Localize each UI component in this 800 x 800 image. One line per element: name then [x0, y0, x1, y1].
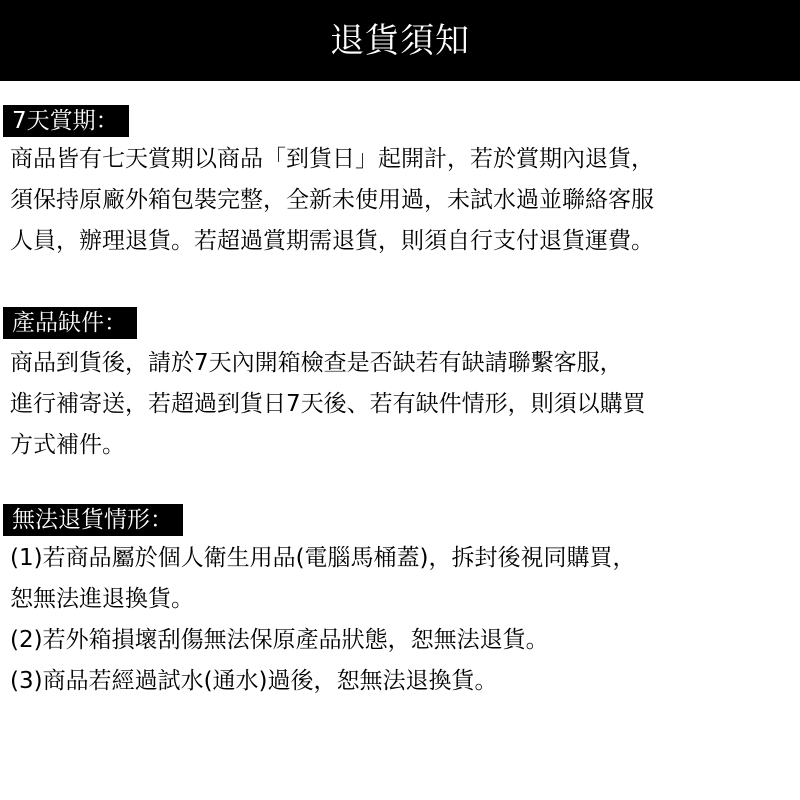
notice-header [0, 0, 800, 81]
section-non-returnable [0, 504, 800, 702]
text-line: 須保持原廠外箱包裝完整，全新未使用過，未試水過並聯絡客服 [10, 187, 654, 213]
section-body-non-returnable [10, 538, 800, 702]
section-label-trial-period: 7天賞期： [3, 105, 129, 137]
text-line: 人員，辦理退貨。若超過賞期需退貨，則須自行支付退貨運費。 [10, 228, 654, 254]
section-missing-parts [0, 307, 800, 466]
section-label-missing-parts: 產品缺件： [3, 307, 137, 339]
text-line: 方式補件。 [10, 432, 125, 458]
text-line: 商品皆有七天賞期以商品「到貨日」起開計，若於賞期內退貨， [10, 146, 654, 172]
page-title: 退貨須知 [330, 20, 470, 61]
section-label-non-returnable: 無法退貨情形： [3, 504, 183, 536]
section-body-trial-period [10, 139, 800, 262]
text-line: (1)若商品屬於個人衛生用品(電腦馬桶蓋)，拆封後視同購買， [10, 545, 636, 571]
text-line: 商品到貨後，請於7天內開箱檢查是否缺若有缺請聯繫客服， [10, 350, 623, 376]
section-trial-period [0, 105, 800, 262]
section-body-missing-parts [10, 343, 800, 466]
text-line: 進行補寄送，若超過到貨日7天後、若有缺件情形，則須以購買 [10, 391, 646, 417]
text-line: 恕無法進退換貨。 [10, 586, 194, 612]
text-line: (2)若外箱損壞刮傷無法保原產品狀態，恕無法退貨。 [10, 627, 549, 653]
text-line: (3)商品若經過試水(通水)過後，恕無法退換貨。 [10, 668, 498, 694]
